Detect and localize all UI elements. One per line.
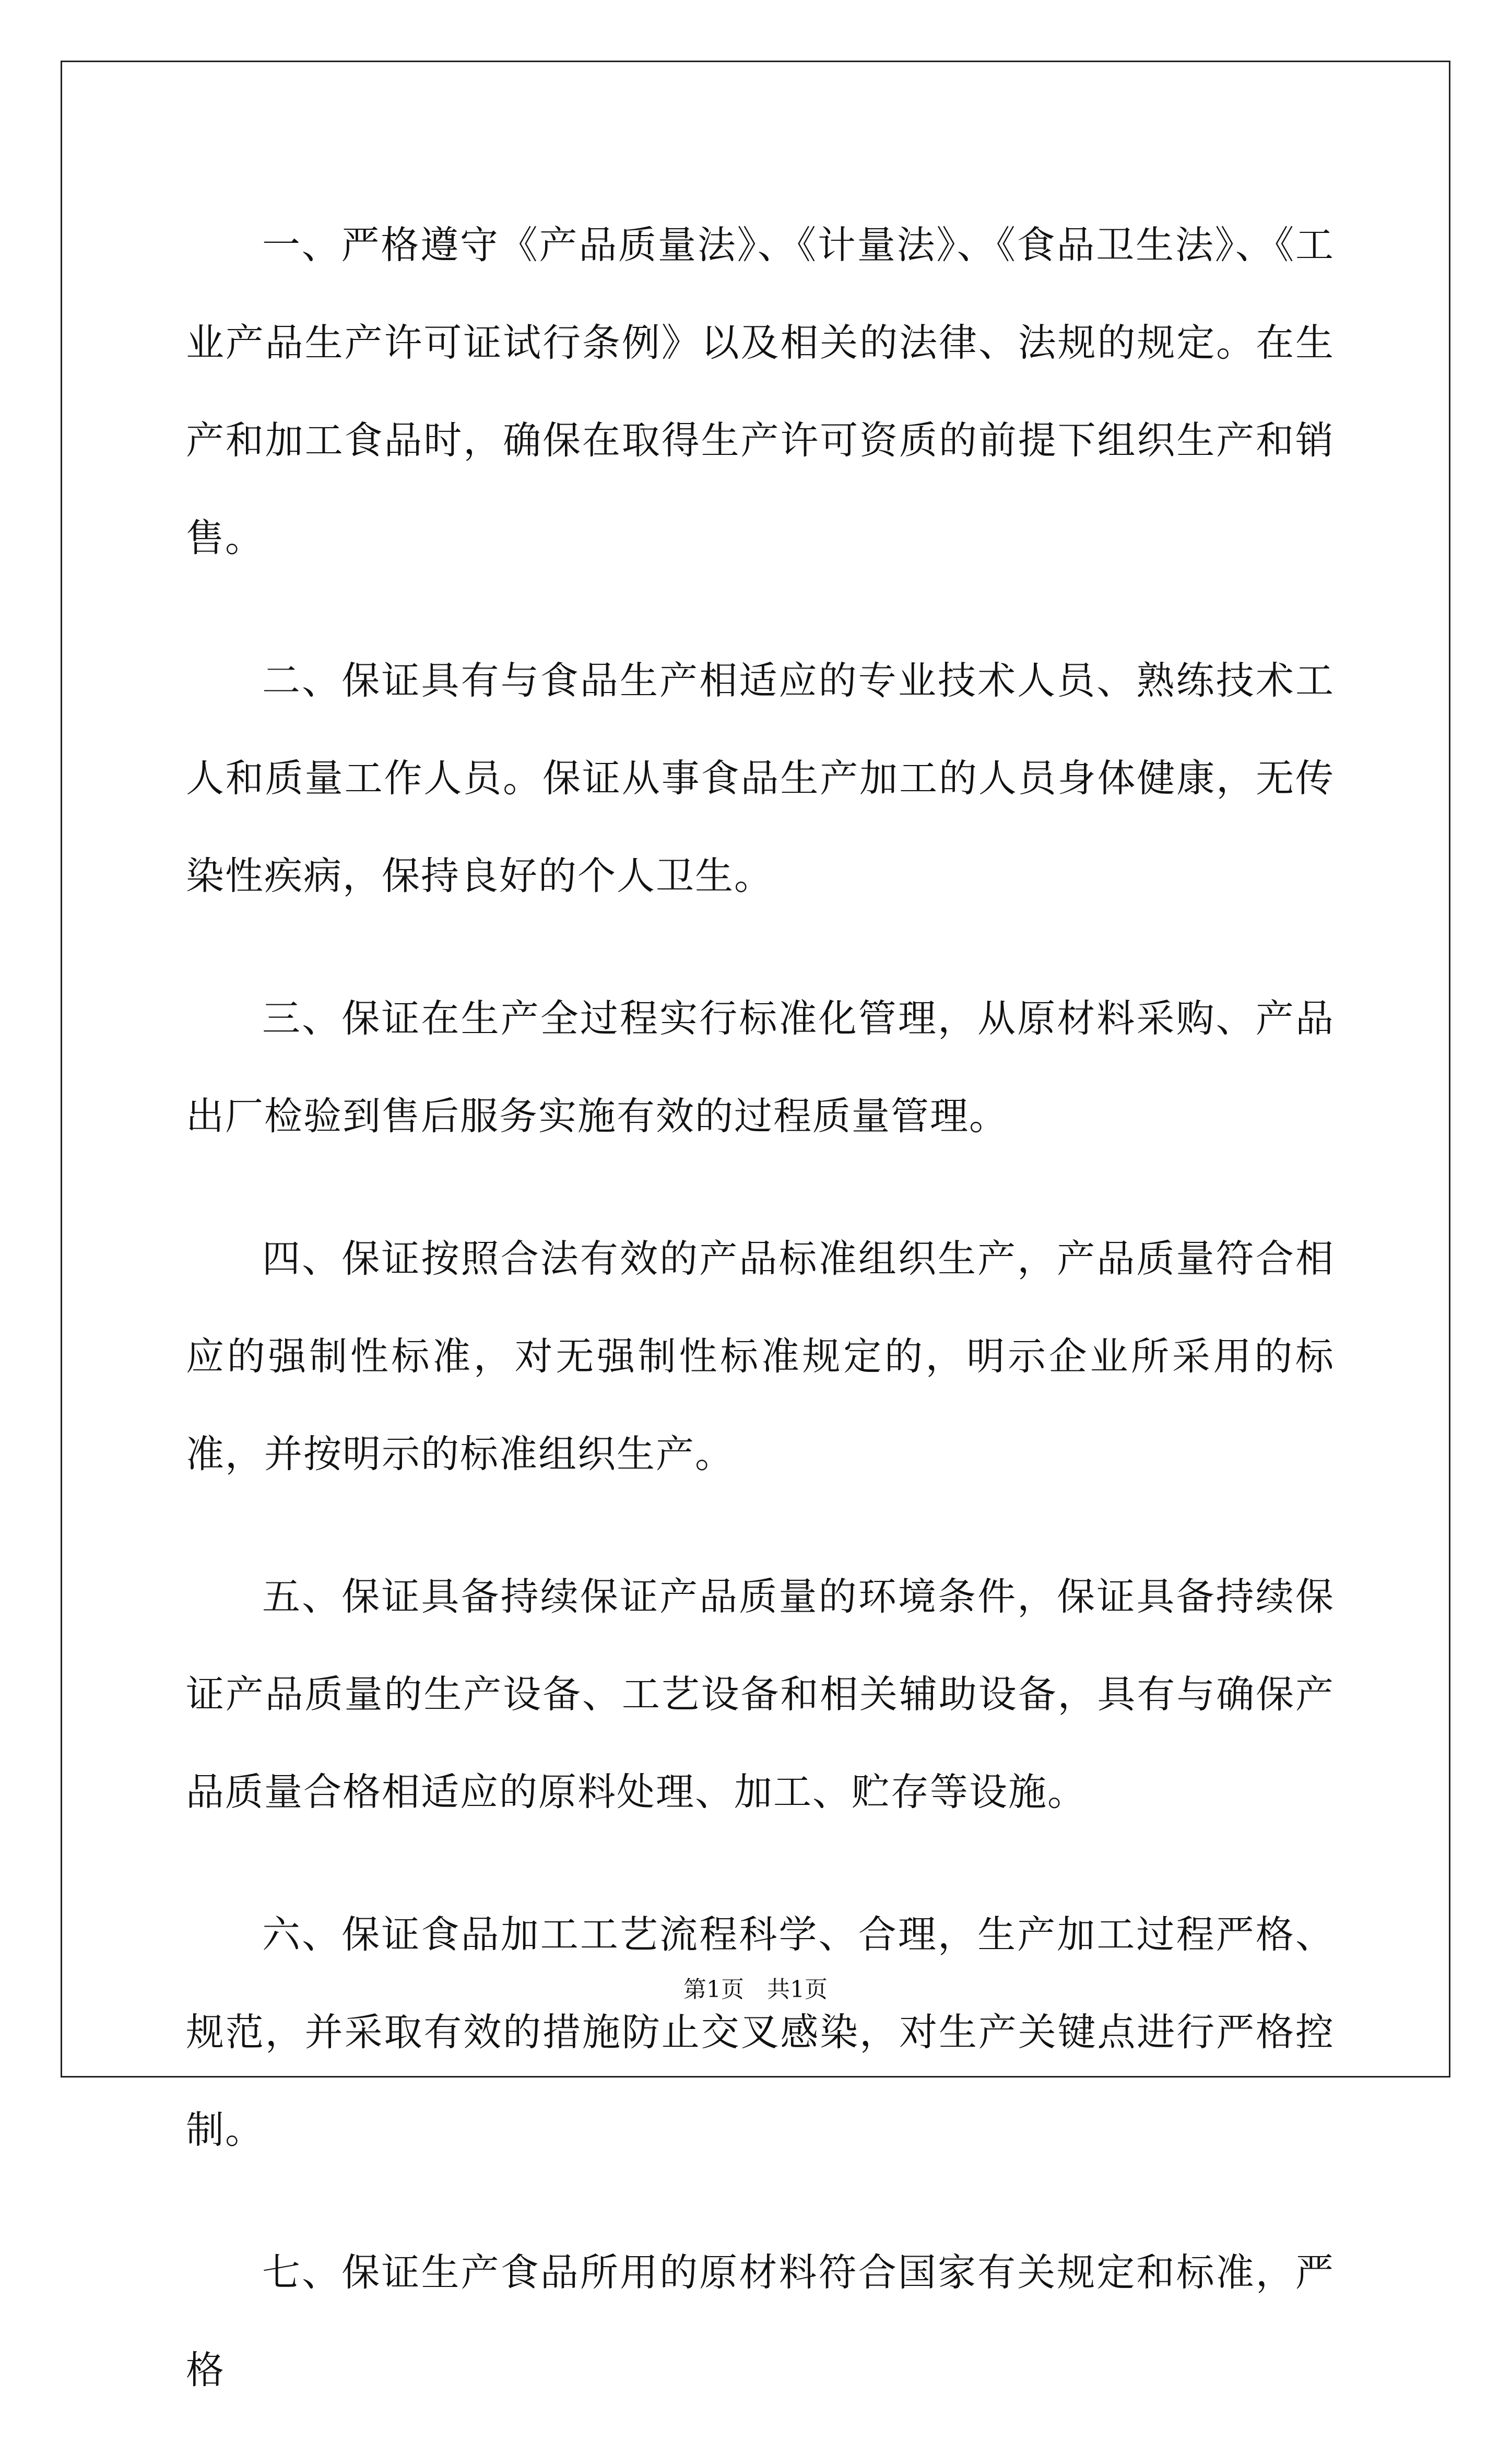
page-number: 第1页 共1页 — [683, 1976, 828, 2003]
paragraph-6: 六、保证食品加工工艺流程科学、合理，生产加工过程严格、规范，并采取有效的措施防止交叉感染，对生产关键点进行严格控制。 — [186, 1912, 1335, 2152]
paragraph-7: 七、保证生产食品所用的原材料符合国家有关规定和标准，严格 — [186, 2250, 1335, 2392]
paragraph-1: 一、严格遵守《产品质量法》、《计量法》、《食品卫生法》、《工业产品生产许可证试行条例》以及相关的法律、法规的规定。在生产和加工食品时，确保在取得生产许可资质的前提下组织生产和销售。 — [186, 223, 1335, 560]
paragraph-5: 五、保证具备持续保证产品质量的环境条件，保证具备持续保证产品质量的生产设备、工艺设备和相关辅助设备，具有与确保产品质量合格相适应的原料处理、加工、贮存等设施。 — [186, 1575, 1335, 1814]
paragraph-3: 三、保证在生产全过程实行标准化管理，从原材料采购、产品出厂检验到售后服务实施有效的过程质量管理。 — [186, 996, 1335, 1139]
paragraph-4: 四、保证按照合法有效的产品标准组织生产，产品质量符合相应的强制性标准，对无强制性标准规定的，明示企业所采用的标准，并按明示的标准组织生产。 — [186, 1237, 1335, 1476]
paragraph-2: 二、保证具有与食品生产相适应的专业技术人员、熟练技术工人和质量工作人员。保证从事食品生产加工的人员身体健康，无传染性疾病，保持良好的个人卫生。 — [186, 659, 1335, 898]
document-body — [186, 196, 1335, 2464]
